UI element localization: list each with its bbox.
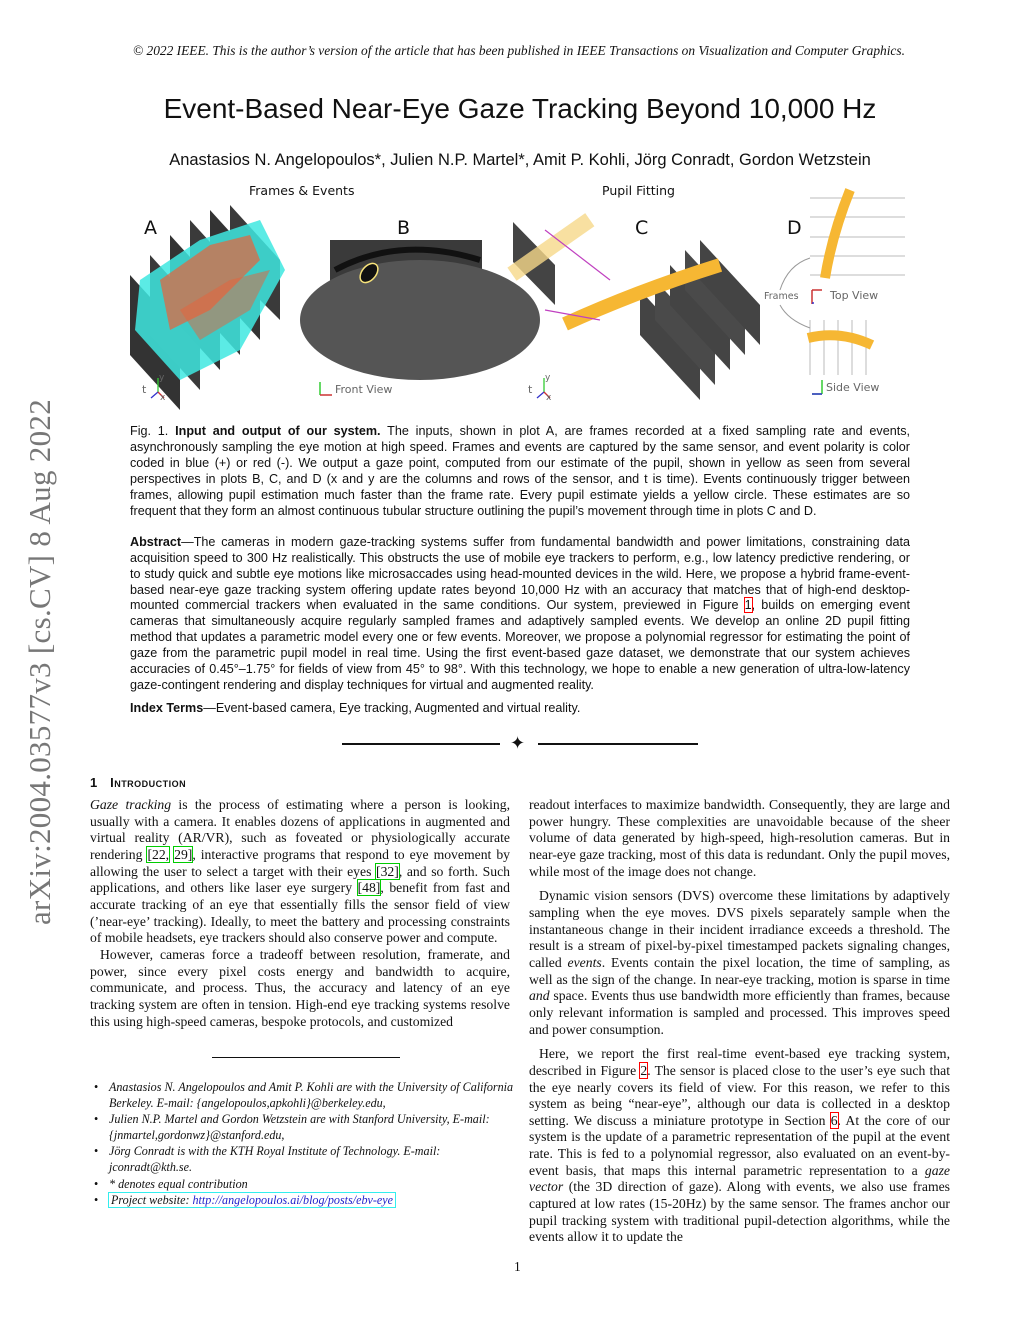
citation-link[interactable]: [48] xyxy=(357,880,381,896)
footnote: • * denotes equal contribution xyxy=(94,1176,514,1192)
panel-label-d: D xyxy=(787,217,802,239)
footnote-project xyxy=(94,1192,514,1208)
paragraph xyxy=(529,888,950,1038)
project-website-link[interactable]: http://angelopoulos.ai/blog/posts/ebv-eye xyxy=(192,1192,394,1207)
text: , and so forth. Such applications, and others like laser eye surgery xyxy=(90,863,511,896)
copyright-notice: © 2022 IEEE. This is the author’s version of the article that has been published in IEEE Transactions on Visualization and Computer Graphics. xyxy=(133,43,905,58)
frames-label: Frames xyxy=(764,291,799,302)
caption-text: The inputs, shown in plot A, are frames recorded at a fixed sampling rate and events, asynchronously sampling the eye motion at high speed. Frames and events are captured by the same sensor, and event polarity is color coded in blue (+) or red (-). We output a gaze point, computed from our estimate of the pupil, shown in yellow as seen from several perspectives in plots B, C, and D (x and y are the columns and rows of the sensor, and t is time). Events continuously trigger between frames, allowing pupil estimation much faster than the frame rate. Every pupil estimate yields a yellow circle. These estimates are so frequent that they form an almost continuous tubular structure outlining the pupil’s movement through time in plots C and D. xyxy=(130,424,910,518)
divider-line xyxy=(538,743,698,745)
emphasis: gaze vector xyxy=(529,1162,950,1195)
emphasis: Gaze tracking xyxy=(90,797,172,812)
axis-label-y: y xyxy=(159,373,165,383)
panel-label-c: C xyxy=(635,217,649,239)
figure-1 xyxy=(120,180,920,410)
index-terms-text: —Event-based camera, Eye tracking, Augmented and virtual reality. xyxy=(203,701,581,715)
paper-title: Event-Based Near-Eye Gaze Tracking Beyond 10,000 Hz xyxy=(163,93,877,124)
axis-label-x: x xyxy=(160,393,166,403)
panel-label-b: B xyxy=(397,217,411,239)
axis-label-t: t xyxy=(142,383,147,396)
panel-a-event-volume xyxy=(130,205,285,410)
panel-label-a: A xyxy=(144,217,157,239)
text: , benefit from fast and accurate tracking of an eye that essentially fills the sensor field of view (’near-eye’ tracking). Ideally, to meet the battery and processing constraints of mobile headsets, eye trackers should also conserve power and compute. xyxy=(90,880,510,946)
text: . Events contain the pixel location, the time of sampling, as well as the sign of the change. In near-eye tracking, motion is sparse in time xyxy=(529,954,950,987)
axis-label-x: x xyxy=(546,393,552,403)
section-title: Introduction xyxy=(110,775,187,790)
front-view-label: Front View xyxy=(335,383,393,396)
divider-line xyxy=(342,743,500,745)
right-column xyxy=(529,797,950,1246)
axis-label-y: y xyxy=(545,373,551,383)
footnotes xyxy=(94,1079,514,1208)
figure-ref-link[interactable]: 1 xyxy=(744,598,752,613)
index-terms xyxy=(130,701,910,715)
text: space. Events thus use bandwidth more efficiently than frames, because only relevant information is sampled and processed. This improves speed and power consumption. xyxy=(529,988,950,1037)
paragraph: readout interfaces to maximize bandwidth. Consequently, they are large and power hungry. These complexities are unavoidable because of the sheer volume of data generated by high-speed, high-resolution cameras. But in near-eye gaze tracking, most of this data is redundant. Only the pupil moves, while most of the image does not change. xyxy=(529,797,950,879)
text: . The sensor is placed close to the user’s eye such that the eye nearly covers its field of view. For this reason, we refer to this system as being “near-eye”, although our data is collected in a desktop setting. We discuss a miniature prototype in Section xyxy=(529,1062,950,1128)
text: . At the core of our system is the update of a parametric representation of the pupil at the event rate. This is fed to a polynomial regressor, also evaluated on an event-by-event basis, that maps this internal parametric representation to a xyxy=(529,1112,950,1178)
caption-heading: Input and output of our system. xyxy=(175,424,381,438)
text: (the 3D direction of gaze). Along with events, we also use frames captured at low rates (15-20Hz) by the same sensor. The frames anchor our pupil tracking system with traditional pupil-detection algorithms, while the events allow it to update the xyxy=(529,1179,950,1245)
abstract xyxy=(130,535,910,693)
project-label: Project website: xyxy=(111,1192,193,1207)
citation-link[interactable]: 29] xyxy=(174,846,193,862)
divider-star-icon: ✦ xyxy=(510,733,526,754)
text: Dynamic vision sensors (DVS) overcome these limitations by adaptively sampling when the eye moves. DVS pixels separately sample when the instantaneous change in their incident irradiance exceeds a threshold. The result is a stream of pixel-by-pixel timestamped packets signaling changes, called xyxy=(529,888,950,970)
footnote-rule xyxy=(212,1057,400,1058)
figure-ref-link[interactable]: 2 xyxy=(640,1062,648,1078)
abstract-text: , builds on emerging event cameras that simultaneously acquire regularly sampled frames and adaptively sampled events. We develop an online 2D pupil fitting method that updates a parametric model every one or few events. Moreover, we propose a polynomial regressor for estimating the point of gaze from the parametric pupil model in real time. Using the first event-based gaze dataset, we demonstrate that our system achieves accuracies of 0.45°–1.75° for fields of view from 45° to 98°. With this technology, we hope to enable a new generation of ultra-low-latency gaze-contingent rendering and display techniques for virtual and augmented reality. xyxy=(130,598,910,692)
section-number: 1 xyxy=(90,775,98,790)
footnote: • Julien N.P. Martel and Gordon Wetzstein are with Stanford University, E-mail: {jnmartel,gordonwz}@stanford.edu, xyxy=(94,1111,514,1143)
text: Here, we report the first real-time event-based eye tracking system, described in Figure xyxy=(529,1046,950,1078)
footnote: • Anastasios N. Angelopoulos and Amit P. Kohli are with the University of California Berkeley. E-mail: {angelopoulos,apkohli}@berkeley.edu, xyxy=(94,1079,514,1111)
side-view-label: Side View xyxy=(826,381,880,394)
axis-label-t: t xyxy=(528,383,533,396)
abstract-label: Abstract xyxy=(130,535,182,549)
left-column xyxy=(90,797,510,1030)
figure-graphics xyxy=(120,180,920,410)
emphasis: events xyxy=(567,954,602,970)
abstract-text: —The cameras in modern gaze-tracking systems suffer from fundamental bandwidth and power limitations, constraining data acquisition speed to 300 Hz realistically. This obstructs the use of mobile eye trackers to perform, e.g., low latency predictive rendering, or to study quick and subtle eye motions like microsaccades using head-mounted devices in the wild. Here, we propose a hybrid frame-event-based near-eye gaze tracking system offering update rates beyond 10,000 Hz with an accuracy that matches that of high-end desktop-mounted commercial trackers when evaluated in the same conditions. Our system, previewed in Figure xyxy=(130,535,910,613)
emphasis: and xyxy=(529,988,550,1004)
section-ref-link[interactable]: 6 xyxy=(830,1112,838,1128)
footnote: • Jörg Conradt is with the KTH Royal Institute of Technology. E-mail: jconradt@kth.se. xyxy=(94,1143,514,1175)
panel-c-pupil-tube xyxy=(507,213,760,400)
caption-label: Fig. 1. xyxy=(130,424,169,438)
front-view-gizmo xyxy=(320,382,332,395)
group-label-frames-events: Frames & Events xyxy=(249,183,355,198)
paragraph xyxy=(529,1046,950,1246)
text: is the process of estimating where a person is looking, usually with a camera. It enables dozens of applications in augmented and virtual reality (AR/VR), such as foveated or physiologically accurate rendering xyxy=(90,797,510,862)
arxiv-identifier: arXiv:2004.03577v3 [cs.CV] 8 Aug 2022 xyxy=(22,398,57,925)
citation-link[interactable]: [32] xyxy=(376,863,399,879)
paragraph xyxy=(90,797,510,947)
figure-caption xyxy=(130,424,910,519)
section-heading xyxy=(90,775,186,790)
author-list: Anastasios N. Angelopoulos*, Julien N.P. Martel*, Amit P. Kohli, Jörg Conradt, Gordon Wetzstein xyxy=(169,151,871,169)
top-view-label: Top View xyxy=(830,289,879,302)
index-terms-label: Index Terms xyxy=(130,701,204,715)
paragraph: However, cameras force a tradeoff between resolution, framerate, and power, since every pixel costs energy and bandwidth to acquire, communicate, and process. Thus, the accuracy and latency of an eye tracking system are often in tension. High-end eye tracking systems resolve this using high-speed cameras, bespoke protocols, and customized xyxy=(90,946,510,1029)
page-number: 1 xyxy=(514,1259,521,1274)
text: , interactive programs that respond to eye movement by allowing the user to select a target with their eyes xyxy=(90,846,511,879)
group-label-pupil-fitting: Pupil Fitting xyxy=(602,183,675,198)
citation-link[interactable]: [22, xyxy=(147,846,170,862)
